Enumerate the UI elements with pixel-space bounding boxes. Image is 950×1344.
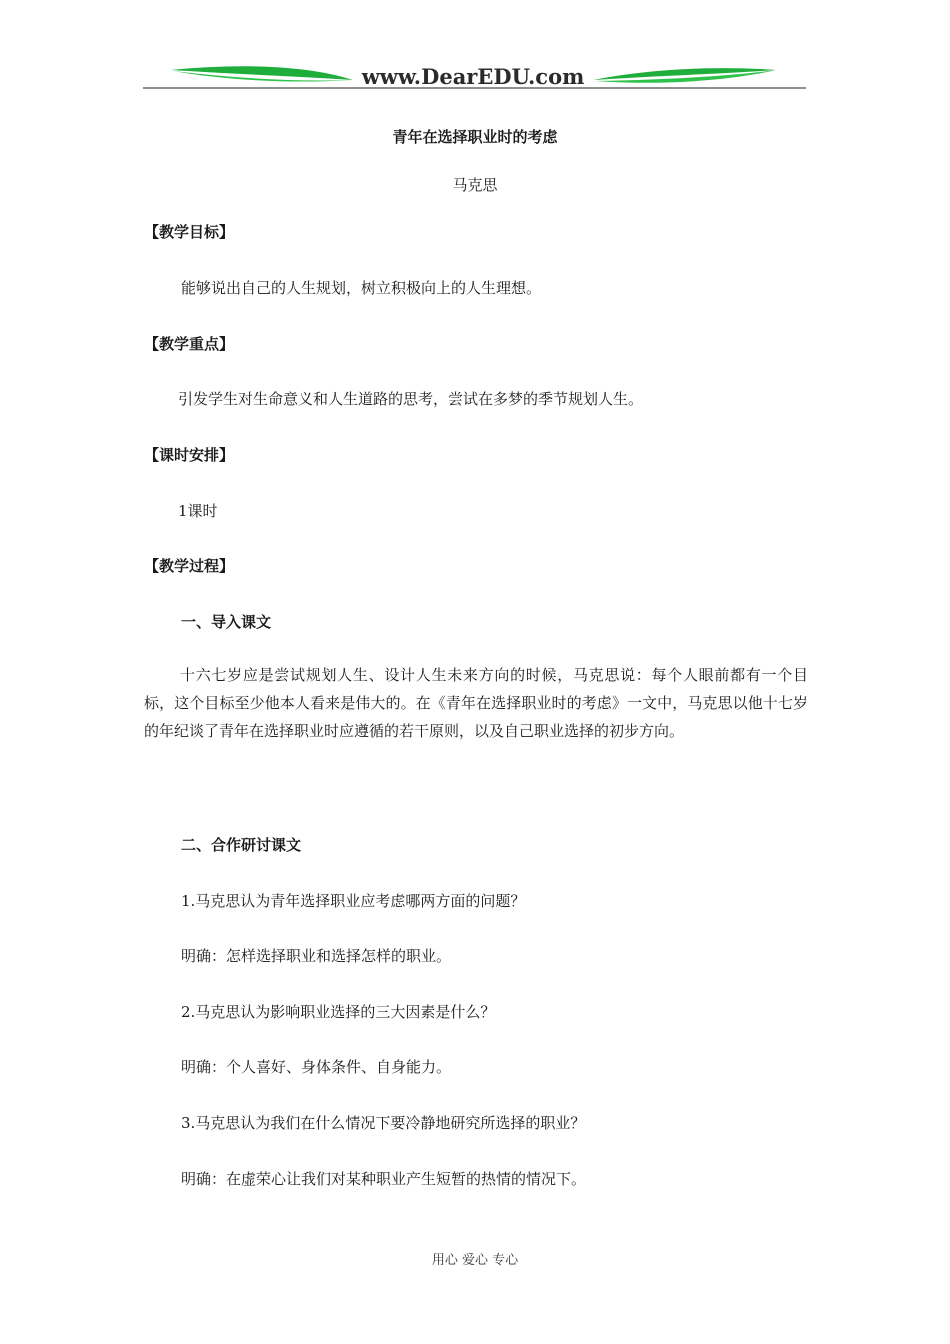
answer-3: 明确：在虚荣心让我们对某种职业产生短暂的热情的情况下。: [181, 1170, 587, 1188]
question-3: 3.马克思认为我们在什么情况下要冷静地研究所选择的职业？: [181, 1114, 586, 1132]
page-header: [143, 58, 806, 94]
subheading-discussion: 二、合作研讨课文: [181, 836, 302, 854]
document-author: 马克思: [452, 176, 498, 194]
section-heading-focus: 【教学重点】: [144, 335, 235, 353]
answer-2: 明确：个人喜好、身体条件、自身能力。: [181, 1058, 452, 1076]
section-text-focus: 引发学生对生命意义和人生道路的思考，尝试在多梦的季节规划人生。: [178, 390, 644, 408]
question-2: 2.马克思认为影响职业选择的三大因素是什么？: [181, 1003, 496, 1021]
question-1: 1.马克思认为青年选择职业应考虑哪两方面的问题？: [181, 892, 526, 910]
left-swoosh: [171, 66, 353, 80]
dearedu-logo: [143, 58, 806, 94]
answer-1: 明确：怎样选择职业和选择怎样的职业。: [181, 947, 452, 965]
page-footer: 用心 爱心 专心: [431, 1253, 519, 1268]
section-text-schedule: 1课时: [178, 502, 218, 520]
section-heading-process: 【教学过程】: [144, 557, 235, 575]
section-heading-schedule: 【课时安排】: [144, 446, 235, 464]
intro-paragraph: 十六七岁应是尝试规划人生、设计人生未来方向的时候，马克思说：每个人眼前都有一个目标，这个目标至少他本人看来是伟大的。在《青年在选择职业时的考虑》一文中，马克思以他十七岁的年纪谈了青年在选择职业时应遵循的若干原则，以及自己职业选择的初步方向。: [144, 666, 808, 740]
logo-text: www.DearEDU.com: [361, 64, 585, 89]
subheading-intro: 一、导入课文: [181, 613, 272, 631]
section-text-goal: 能够说出自己的人生规划，树立积极向上的人生理想。: [181, 279, 542, 297]
section-heading-goal: 【教学目标】: [144, 223, 235, 241]
document-title: 青年在选择职业时的考虑: [392, 128, 558, 146]
